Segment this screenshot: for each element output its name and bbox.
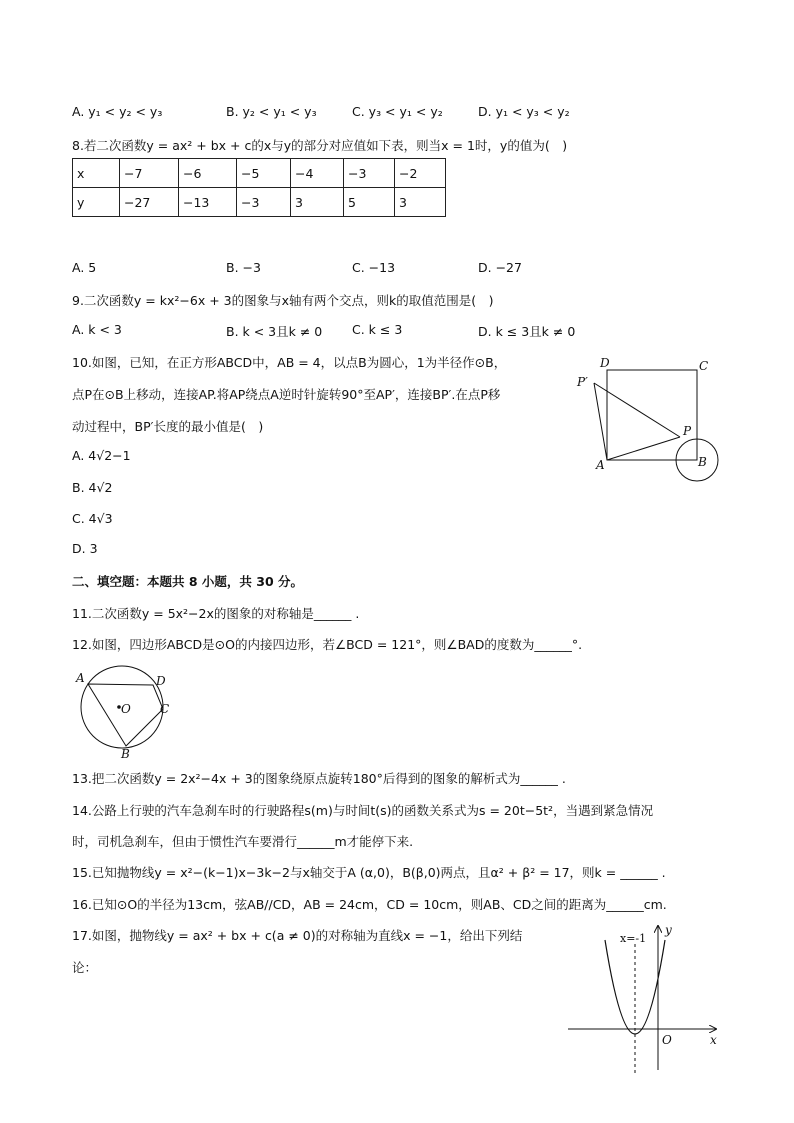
- q14-line-1: 14.公路上行驶的汽车急刹车时的行驶路程s(m)与时间t(s)的函数关系式为s = 20t−5t²，当遇到紧急情况: [72, 803, 654, 818]
- table-cell: −4: [291, 159, 344, 188]
- table-cell: x: [73, 159, 120, 188]
- q17-line-1: 17.如图，抛物线y = ax² + bx + c(a ≠ 0)的对称轴为直线x = −1，给出下列结: [72, 928, 523, 943]
- q10-line-2: 点P在⊙B上移动，连接AP.将AP绕点A逆时针旋转90°至AP′，连接BP′.在点P移: [72, 387, 501, 402]
- q10-line-3: 动过程中，BP′长度的最小值是( ): [72, 419, 264, 434]
- q9-option-d: D. k ≤ 3且k ≠ 0: [478, 324, 576, 339]
- q14-line-2: 时，司机急刹车，但由于惯性汽车要滑行______m才能停下来.: [72, 834, 414, 849]
- q15-stem: 15.已知抛物线y = x²−(k−1)x−3k−2与x轴交于A (α,0)，B(β,0)两点，且α² + β² = 17，则k = ______ .: [72, 865, 666, 880]
- label-p-prime: P′: [577, 375, 588, 389]
- q13-stem: 13.把二次函数y = 2x²−4x + 3的图象绕原点旋转180°后得到的图象的解析式为______ .: [72, 771, 566, 786]
- q8-option-b: B. −3: [226, 260, 261, 275]
- table-cell: −27: [120, 188, 179, 217]
- table-cell: 5: [344, 188, 395, 217]
- q8-option-c: C. −13: [352, 260, 396, 275]
- label-d: D: [156, 674, 166, 688]
- label-p: P: [683, 424, 692, 438]
- table-cell: y: [73, 188, 120, 217]
- q8-stem: 8.若二次函数y = ax² + bx + c的x与y的部分对应值如下表，则当x = 1时，y的值为( ): [72, 138, 568, 153]
- table-cell: 3: [395, 188, 446, 217]
- q9-option-b: B. k < 3且k ≠ 0: [226, 324, 323, 339]
- label-c: C: [699, 359, 709, 373]
- q10-option-d: D. 3: [72, 541, 98, 556]
- label-d: D: [600, 356, 610, 370]
- table-cell: −6: [179, 159, 237, 188]
- label-b: B: [698, 455, 707, 469]
- q9-option-c: C. k ≤ 3: [352, 322, 403, 337]
- q9-stem: 9.二次函数y = kx²−6x + 3的图象与x轴有两个交点，则k的取值范围是( ): [72, 293, 494, 308]
- q7-option-b: B. y₂ < y₁ < y₃: [226, 104, 317, 119]
- label-o: O: [662, 1033, 672, 1047]
- table-cell: −2: [395, 159, 446, 188]
- table-cell: −13: [179, 188, 237, 217]
- label-x: x: [710, 1033, 717, 1047]
- label-o: O: [121, 702, 131, 716]
- q11-stem: 11.二次函数y = 5x²−2x的图象的对称轴是______ .: [72, 606, 360, 621]
- q10-line-1: 10.如图，已知，在正方形ABCD中，AB = 4，以点B为圆心，1为半径作⊙B，: [72, 355, 507, 370]
- section-2-heading: 二、填空题：本题共 8 小题，共 30 分。: [72, 574, 304, 589]
- label-a: A: [76, 671, 85, 685]
- table-cell: −3: [237, 188, 291, 217]
- label-c: C: [160, 702, 170, 716]
- q16-stem: 16.已知⊙O的半径为13cm，弦AB//CD，AB = 24cm，CD = 10cm，则AB、CD之间的距离为______cm.: [72, 897, 667, 912]
- q8-option-a: A. 5: [72, 260, 97, 275]
- table-cell: −3: [344, 159, 395, 188]
- label-y: y: [665, 923, 672, 937]
- q12-stem: 12.如图，四边形ABCD是⊙O的内接四边形，若∠BCD = 121°，则∠BAD的度数为______°.: [72, 637, 583, 652]
- q10-option-a: A. 4√2−1: [72, 448, 131, 463]
- label-b: B: [121, 747, 130, 761]
- q7-option-d: D. y₁ < y₃ < y₂: [478, 104, 570, 119]
- q7-option-a: A. y₁ < y₂ < y₃: [72, 104, 163, 119]
- q8-option-d: D. −27: [478, 260, 522, 275]
- table-cell: −7: [120, 159, 179, 188]
- q7-option-c: C. y₃ < y₁ < y₂: [352, 104, 443, 119]
- q9-option-a: A. k < 3: [72, 322, 122, 337]
- table-cell: 3: [291, 188, 344, 217]
- label-axis-eq: x=-1: [620, 932, 647, 945]
- q17-line-2: 论：: [72, 960, 98, 975]
- table-cell: −5: [237, 159, 291, 188]
- q10-option-c: C. 4√3: [72, 511, 113, 526]
- label-a: A: [596, 458, 605, 472]
- q10-option-b: B. 4√2: [72, 480, 113, 495]
